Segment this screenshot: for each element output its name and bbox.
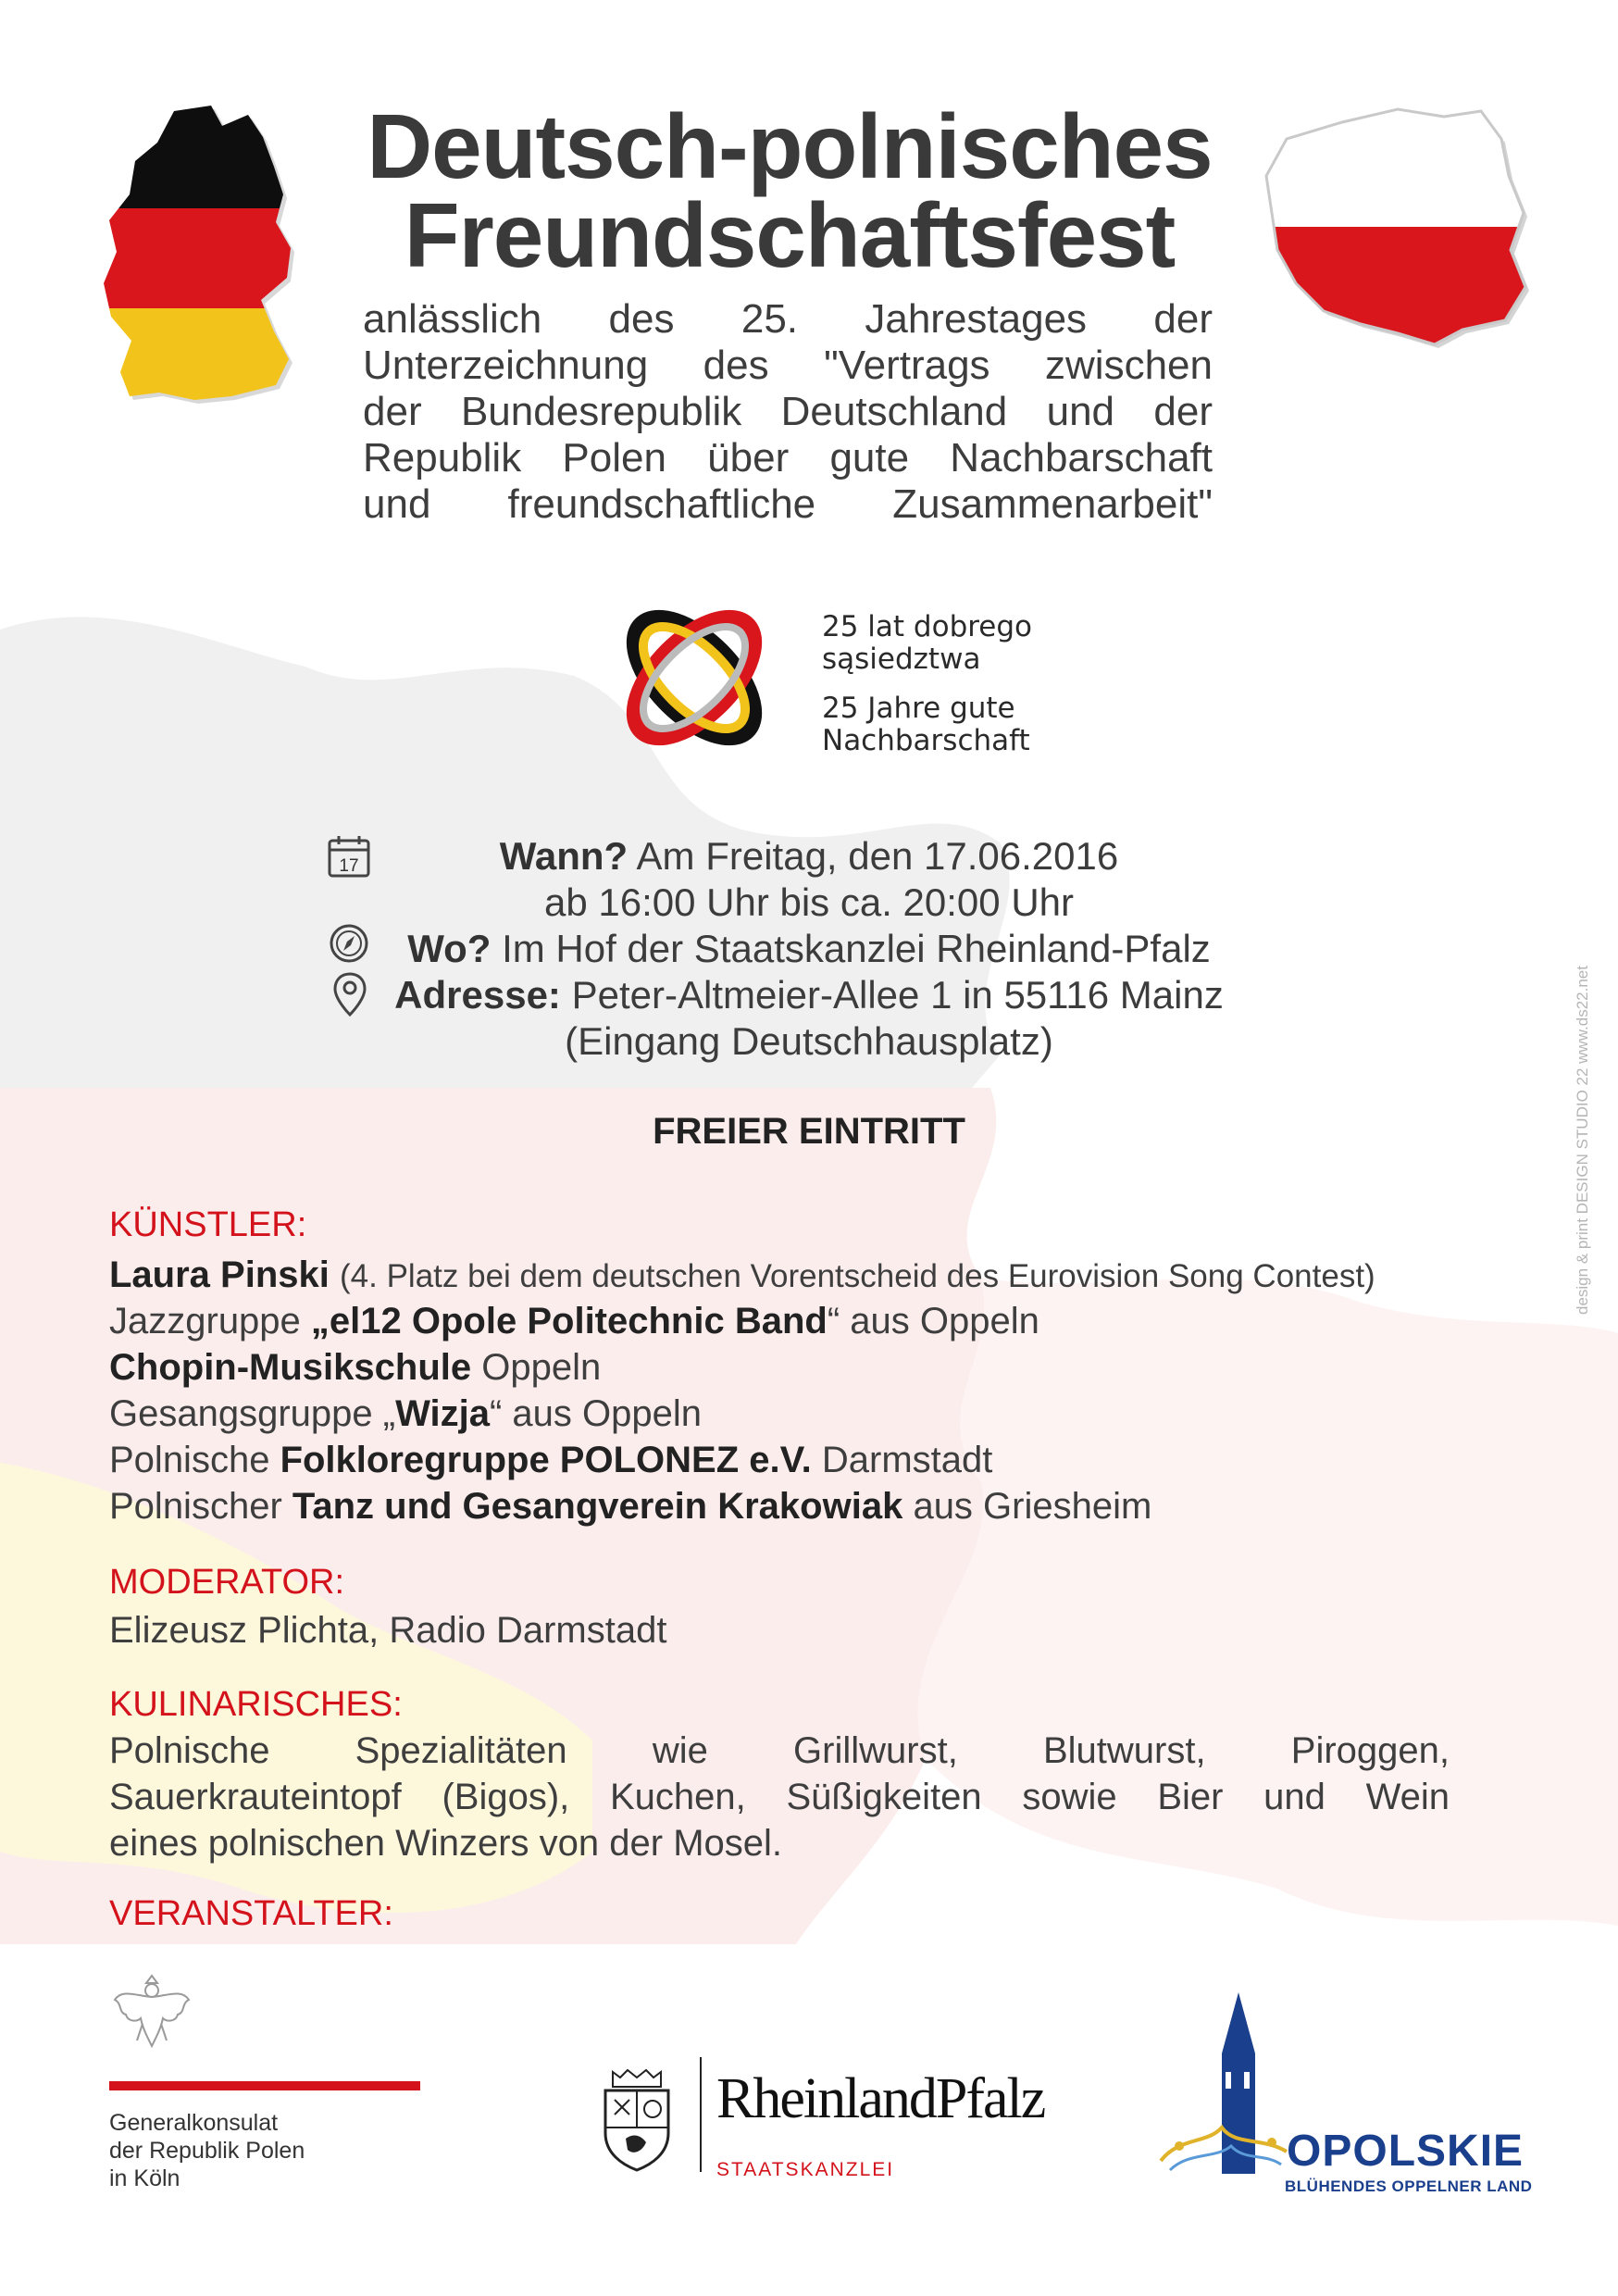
artist-suffix: “ aus Oppeln: [827, 1301, 1039, 1341]
artist-suffix: Darmstadt: [811, 1440, 993, 1480]
artist-suffix: Oppeln: [471, 1347, 602, 1388]
when-label: Wann?: [499, 834, 629, 878]
artist-line: [109, 1298, 1039, 1344]
address-label: Adresse:: [394, 973, 561, 1017]
event-when: [0, 833, 1618, 880]
artist-line: [109, 1437, 992, 1483]
rlp-coat-of-arms: [600, 2068, 674, 2172]
consulate-name: [109, 2109, 305, 2192]
culinary-line: Polnische Spezialitäten wie Grillwurst, Blutwurst, Piroggen,: [109, 1730, 1450, 1771]
consulate-line: in Köln: [109, 2165, 180, 2191]
artist-prefix: Polnischer: [109, 1486, 292, 1527]
subtitle-line: Unterzeichnung des "Vertrags zwischen: [363, 343, 1213, 388]
culinary-line: eines polnischen Winzers von der Mosel.: [109, 1823, 783, 1864]
artist-line: [109, 1252, 1375, 1300]
moderator-value: Elizeusz Plichta, Radio Darmstadt: [109, 1610, 667, 1651]
germany-map-flag: [93, 102, 315, 407]
organizer-heading: VERANSTALTER:: [109, 1894, 393, 1933]
artist-prefix: Polnische: [109, 1440, 280, 1480]
artist-name: Chopin-Musikschule: [109, 1347, 472, 1388]
artist-prefix: Gesangsgruppe „: [109, 1393, 396, 1434]
polish-eagle-emblem: [109, 1968, 194, 2053]
friendship-rings-logo: [602, 585, 787, 770]
moderator-heading: MODERATOR:: [109, 1563, 345, 1602]
artist-line: [109, 1344, 601, 1391]
consulate-red-bar: [109, 2081, 420, 2090]
event-where: [0, 926, 1618, 972]
event-address: [0, 972, 1618, 1018]
calendar-day: 17: [339, 856, 359, 876]
opolskie-name: OPOLSKIE: [1287, 2127, 1525, 2176]
rlp-sub: STAATSKANZLEI: [716, 2159, 895, 2180]
culinary-line: Sauerkrauteintopf (Bigos), Kuchen, Süßigkeiten sowie Bier und Wein: [109, 1777, 1450, 1817]
when-value: Am Freitag, den 17.06.2016: [636, 834, 1119, 878]
artist-name: Wizja: [395, 1393, 490, 1434]
rlp-divider: [700, 2057, 702, 2172]
subtitle-line: Republik Polen über gute Nachbarschaft: [363, 435, 1213, 480]
artist-name: „el12 Opole Politechnic Band: [310, 1301, 828, 1341]
artist-note: (4. Platz bei dem deutschen Vorentscheid des Eurovision Song Contest): [340, 1258, 1375, 1294]
page-title: [359, 95, 1220, 287]
poland-map-flag: [1259, 102, 1537, 352]
free-entry: FREIER EINTRITT: [653, 1111, 965, 1152]
subtitle: [363, 296, 1213, 528]
artist-suffix: aus Griesheim: [902, 1486, 1152, 1527]
artist-line: [109, 1391, 702, 1437]
anniversary-pl-line1: 25 lat dobrego: [822, 610, 1033, 643]
anniversary-text: [822, 611, 1032, 757]
artist-suffix: “ aus Oppeln: [489, 1393, 702, 1434]
artist-name: Laura Pinski: [109, 1254, 330, 1295]
anniversary-pl-line2: sąsiedztwa: [822, 643, 981, 676]
title-line-1: Deutsch-polnisches: [367, 95, 1213, 197]
artist-prefix: Jazzgruppe: [109, 1301, 311, 1341]
anniversary-de-line2: Nachbarschaft: [822, 724, 1030, 757]
subtitle-line: und freundschaftliche Zusammenarbeit": [363, 481, 1213, 527]
artist-line: [109, 1483, 1151, 1529]
where-label: Wo?: [407, 927, 492, 970]
consulate-line: Generalkonsulat: [109, 2110, 279, 2136]
artist-name: Folkloregruppe POLONEZ e.V.: [280, 1440, 812, 1480]
consulate-line: der Republik Polen: [109, 2138, 305, 2164]
culinary-heading: KULINARISCHES:: [109, 1685, 403, 1724]
opole-tower-logo: [1151, 1989, 1290, 2183]
artist-name: Tanz und Gesangverein Krakowiak: [292, 1486, 903, 1527]
subtitle-line: anlässlich des 25. Jahrestages der: [363, 296, 1213, 342]
event-time: ab 16:00 Uhr bis ca. 20:00 Uhr: [543, 880, 1074, 924]
artists-heading: KÜNSTLER:: [109, 1205, 307, 1244]
design-credit: design & print DESIGN STUDIO 22 www.ds22.net: [1574, 966, 1591, 1315]
title-line-2: Freundschaftsfest: [404, 184, 1176, 287]
rlp-name: RheinlandPfalz: [716, 2067, 1045, 2130]
subtitle-line: der Bundesrepublik Deutschland und der: [363, 389, 1213, 434]
culinary-text: [109, 1728, 1450, 1866]
event-entrance: (Eingang Deutschhausplatz): [565, 1019, 1053, 1063]
anniversary-de-line1: 25 Jahre gute: [822, 692, 1015, 725]
where-value: Im Hof der Staatskanzlei Rheinland-Pfalz: [502, 927, 1211, 970]
address-value: Peter-Altmeier-Allee 1 in 55116 Mainz: [571, 973, 1224, 1017]
opolskie-sub: BLÜHENDES OPPELNER LAND: [1285, 2177, 1533, 2195]
